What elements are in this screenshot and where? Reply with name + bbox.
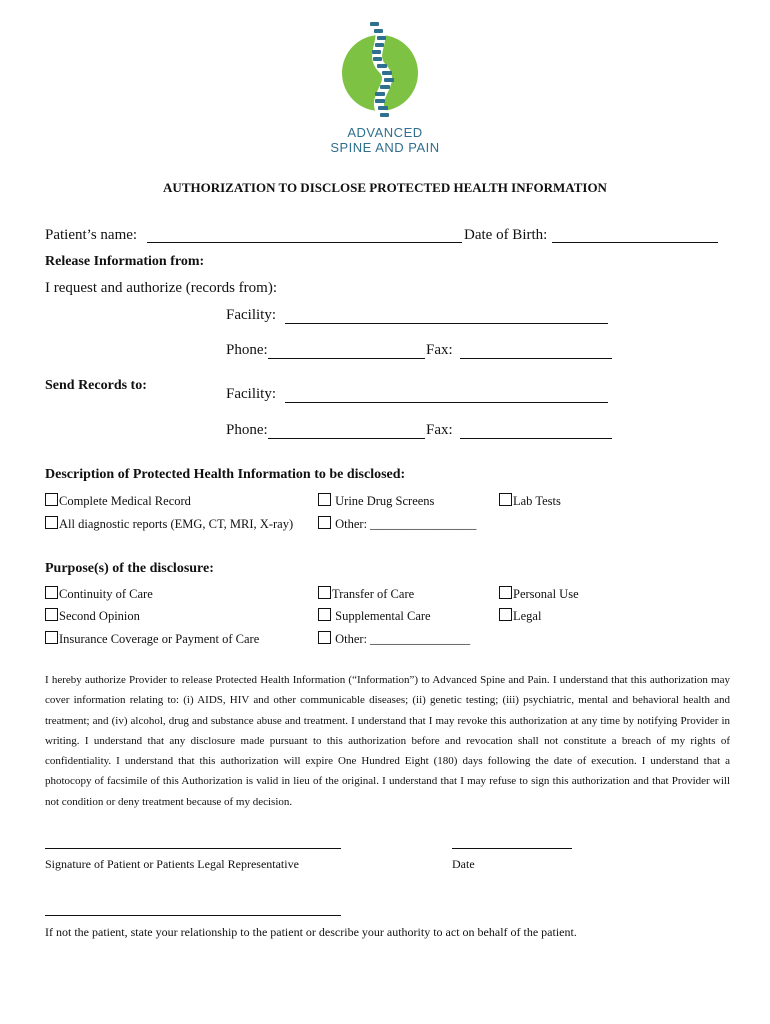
relationship-label: If not the patient, state your relationship to the patient or describe your authority to act on behalf of the patient. (45, 925, 577, 939)
send-phone-label: Phone: (226, 422, 268, 438)
send-fax-field[interactable] (460, 422, 612, 439)
checkbox[interactable] (318, 608, 331, 621)
desc-option-other[interactable]: Other: _________________ (318, 516, 476, 532)
release-request-text: I request and authorize (records from): (45, 280, 277, 296)
send-heading: Send Records to: (45, 378, 147, 393)
date-line[interactable] (452, 848, 572, 849)
purpose-option-supplemental[interactable]: Supplemental Care (318, 608, 431, 624)
checkbox[interactable] (499, 493, 512, 506)
checkbox[interactable] (318, 516, 331, 529)
logo-line-1: ADVANCED (347, 125, 423, 140)
checkbox[interactable] (499, 608, 512, 621)
release-phone-label: Phone: (226, 342, 268, 358)
checkbox[interactable] (45, 586, 58, 599)
send-phone-field[interactable] (268, 422, 425, 439)
checkbox[interactable] (45, 608, 58, 621)
checkbox[interactable] (499, 586, 512, 599)
dob-field[interactable] (552, 227, 718, 243)
spine-logo-icon (320, 18, 450, 128)
company-logo (320, 18, 450, 158)
signature-line[interactable] (45, 848, 341, 849)
checkbox[interactable] (318, 631, 331, 644)
relationship-line[interactable] (45, 915, 341, 916)
desc-option-urine-drug-screens[interactable]: Urine Drug Screens (318, 493, 434, 509)
release-fax-label: Fax: (426, 342, 453, 358)
release-fax-field[interactable] (460, 342, 612, 359)
purpose-option-transfer[interactable]: Transfer of Care (318, 586, 414, 602)
checkbox[interactable] (45, 493, 58, 506)
purpose-heading: Purpose(s) of the disclosure: (45, 561, 214, 576)
release-heading: Release Information from: (45, 254, 205, 269)
send-facility-field[interactable] (285, 386, 608, 403)
purpose-option-personal-use[interactable]: Personal Use (499, 586, 579, 602)
desc-option-diagnostic-reports[interactable]: All diagnostic reports (EMG, CT, MRI, X-ray) (45, 516, 293, 532)
purpose-option-other[interactable]: Other: ________________ (318, 631, 470, 647)
desc-option-complete-record[interactable]: Complete Medical Record (45, 493, 191, 509)
date-label: Date (452, 857, 475, 871)
desc-option-lab-tests[interactable]: Lab Tests (499, 493, 561, 509)
release-facility-field[interactable] (285, 307, 608, 324)
description-heading: Description of Protected Health Information to be disclosed: (45, 467, 406, 482)
checkbox[interactable] (45, 516, 58, 529)
checkbox[interactable] (318, 586, 331, 599)
send-facility-label: Facility: (226, 386, 276, 402)
purpose-option-insurance[interactable]: Insurance Coverage or Payment of Care (45, 631, 259, 647)
purpose-option-continuity[interactable]: Continuity of Care (45, 586, 153, 602)
authorization-text: I hereby authorize Provider to release Protected Health Information (“Information”) to Advanced Spine and Pain. I understand that this authorization may cover information relating to: (i) AIDS, HIV and other communicable diseases; (ii) genetic testing; (iii) psychiatric, mental and behavioral health and treatment; and (iv) alcohol, drug and substance abuse and treatment. I understand that I may revoke this authorization at any time by notifying Provider in writing. I understand that any disclosure made pursuant to this authorization before and revocation shall not constitute a breach of my rights of confidentiality. I understand that this authorization will expire One Hundred Eight (180) days following the date of execution. I understand that a photocopy of facsimile of this Authorization is valid in lieu of the original. I understand that I may refuse to sign this authorization and that Provider will not condition or deny treatment because of my decision. (45, 674, 730, 808)
checkbox[interactable] (318, 493, 331, 506)
release-phone-field[interactable] (268, 342, 425, 359)
purpose-option-second-opinion[interactable]: Second Opinion (45, 608, 140, 624)
checkbox[interactable] (45, 631, 58, 644)
release-facility-label: Facility: (226, 307, 276, 323)
purpose-option-legal[interactable]: Legal (499, 608, 541, 624)
page-title: AUTHORIZATION TO DISCLOSE PROTECTED HEALTH INFORMATION (163, 180, 607, 195)
send-fax-label: Fax: (426, 422, 453, 438)
signature-label: Signature of Patient or Patients Legal Representative (45, 857, 299, 871)
logo-line-2: SPINE AND PAIN (330, 140, 440, 155)
patient-name-label: Patient’s name: (45, 227, 138, 243)
dob-label: Date of Birth: (464, 227, 548, 243)
patient-name-field[interactable] (147, 227, 462, 243)
